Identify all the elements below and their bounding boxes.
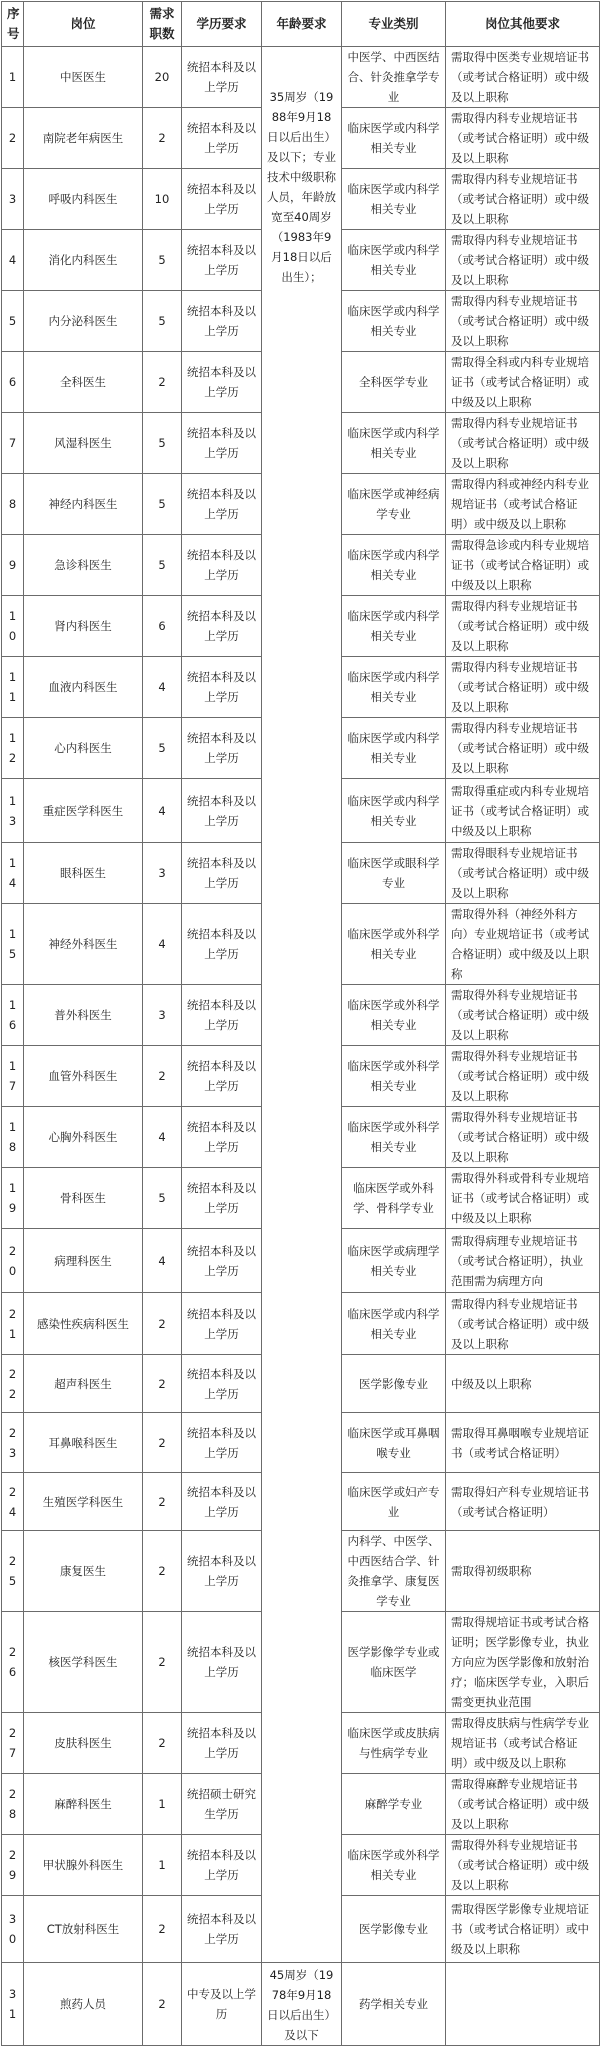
cell-num: 2: [143, 1355, 182, 1413]
cell-edu: 统招本科及以上学历: [182, 1531, 262, 1612]
table-row: [2, 1963, 600, 2046]
cell-num: 2: [143, 1293, 182, 1355]
cell-edu: 统招本科及以上学历: [182, 843, 262, 904]
cell-num: 6: [143, 596, 182, 657]
cell-post: 重症医学科医生: [24, 779, 143, 843]
cell-other: 需取得妇产科专业规培证书（或考试合格证明）: [446, 1473, 600, 1531]
cell-major: 临床医学或外科学、骨科学专业: [342, 1168, 446, 1229]
cell-no: 29: [2, 1835, 24, 1896]
cell-no: 8: [2, 474, 24, 535]
cell-num: 1: [143, 1774, 182, 1835]
cell-edu: 统招本科及以上学历: [182, 291, 262, 352]
cell-no: 22: [2, 1355, 24, 1413]
cell-num: 5: [143, 1168, 182, 1229]
cell-num: 5: [143, 413, 182, 474]
cell-other: 需取得初级职称: [446, 1531, 600, 1612]
cell-post: 呼吸内科医生: [24, 169, 143, 230]
cell-no: 10: [2, 596, 24, 657]
cell-major: 临床医学或外科学相关专业: [342, 1835, 446, 1896]
cell-major: 临床医学或内科学相关专业: [342, 596, 446, 657]
cell-no: 28: [2, 1774, 24, 1835]
cell-edu: 统招本科及以上学历: [182, 657, 262, 718]
cell-num: 2: [143, 1963, 182, 2046]
cell-num: 4: [143, 779, 182, 843]
cell-other: 需取得病理专业规培证书（或考试合格证明），执业范围需为病理方向: [446, 1229, 600, 1293]
cell-num: 2: [143, 1612, 182, 1713]
cell-major: 临床医学或内科学相关专业: [342, 779, 446, 843]
cell-post: 中医医生: [24, 47, 143, 108]
header-major: 专业类别: [342, 2, 446, 47]
cell-major: 中医学、中西医结合、针灸推拿学专业: [342, 47, 446, 108]
cell-num: 3: [143, 843, 182, 904]
cell-edu: 统招本科及以上学历: [182, 1896, 262, 1963]
cell-no: 26: [2, 1612, 24, 1713]
header-row: [2, 2, 600, 47]
cell-no: 18: [2, 1107, 24, 1168]
cell-edu: 统招本科及以上学历: [182, 474, 262, 535]
cell-num: 2: [143, 1046, 182, 1107]
cell-post: 煎药人员: [24, 1963, 143, 2046]
cell-edu: 统招本科及以上学历: [182, 1293, 262, 1355]
cell-edu: 统招本科及以上学历: [182, 1229, 262, 1293]
cell-other: 需取得医学影像专业规培证书（或考试合格证明）或中级及以上职称: [446, 1896, 600, 1963]
cell-no: 25: [2, 1531, 24, 1612]
cell-major: 临床医学或内科学相关专业: [342, 718, 446, 779]
cell-other: 需取得内科专业规培证书（或考试合格证明）或中级及以上职称: [446, 657, 600, 718]
cell-edu: 统招本科及以上学历: [182, 718, 262, 779]
cell-post: 皮肤科医生: [24, 1713, 143, 1774]
cell-post: 神经外科医生: [24, 904, 143, 985]
cell-other: 需取得内科专业规培证书（或考试合格证明）或中级及以上职称: [446, 718, 600, 779]
header-other: 岗位其他要求: [446, 2, 600, 47]
cell-num: 2: [143, 1713, 182, 1774]
cell-edu: 统招本科及以上学历: [182, 904, 262, 985]
cell-post: 南院老年病医生: [24, 108, 143, 169]
cell-post: 心胸外科医生: [24, 1107, 143, 1168]
cell-post: 内分泌科医生: [24, 291, 143, 352]
cell-post: 眼科医生: [24, 843, 143, 904]
cell-no: 4: [2, 230, 24, 291]
cell-num: 5: [143, 474, 182, 535]
cell-post: 急诊科医生: [24, 535, 143, 596]
cell-num: 2: [143, 1531, 182, 1612]
cell-major: 麻醉学专业: [342, 1774, 446, 1835]
cell-other: 需取得皮肤病与性病学专业规培证书（或考试合格证明）或中级及以上职称: [446, 1713, 600, 1774]
cell-major: 临床医学或神经病学专业: [342, 474, 446, 535]
cell-edu: 统招本科及以上学历: [182, 1107, 262, 1168]
cell-major: 临床医学或内科学相关专业: [342, 657, 446, 718]
cell-post: 血管外科医生: [24, 1046, 143, 1107]
cell-post: 普外科医生: [24, 985, 143, 1046]
cell-edu: 统招本科及以上学历: [182, 47, 262, 108]
cell-other: 需取得急诊或内科专业规培证书（或考试合格证明）或中级及以上职称: [446, 535, 600, 596]
cell-major: 药学相关专业: [342, 1963, 446, 2046]
cell-no: 1: [2, 47, 24, 108]
cell-other: 需取得耳鼻咽喉专业规培证书（或考试合格证明）: [446, 1413, 600, 1473]
cell-num: 2: [143, 1896, 182, 1963]
cell-num: 3: [143, 985, 182, 1046]
cell-no: 15: [2, 904, 24, 985]
cell-other: 需取得眼科专业规培证书（或考试合格证明）或中级及以上职称: [446, 843, 600, 904]
cell-other: 需取得重症或内科专业规培证书（或考试合格证明）或中级及以上职称: [446, 779, 600, 843]
cell-edu: 统招本科及以上学历: [182, 1413, 262, 1473]
cell-edu: 中专及以上学历: [182, 1963, 262, 2046]
cell-other: 需取得外科专业规培证书（或考试合格证明）或中级及以上职称: [446, 985, 600, 1046]
cell-num: 5: [143, 291, 182, 352]
cell-no: 27: [2, 1713, 24, 1774]
cell-edu: 统招本科及以上学历: [182, 1168, 262, 1229]
cell-post: 心内科医生: [24, 718, 143, 779]
cell-edu: 统招本科及以上学历: [182, 535, 262, 596]
cell-age-group-1: 35周岁（1988年9月18日以后出生）及以下；专业技术中级职称人员，年龄放宽至40周岁（1983年9月18日以后出生）；: [262, 47, 342, 1963]
cell-major: 医学影像专业: [342, 1896, 446, 1963]
cell-post: 生殖医学科医生: [24, 1473, 143, 1531]
cell-other: 需取得全科或内科专业规培证书（或考试合格证明）或中级及以上职称: [446, 352, 600, 413]
cell-no: 11: [2, 657, 24, 718]
cell-num: 2: [143, 1473, 182, 1531]
cell-other: 需取得内科专业规培证书（或考试合格证明）或中级及以上职称: [446, 1293, 600, 1355]
cell-post: 骨科医生: [24, 1168, 143, 1229]
cell-no: 9: [2, 535, 24, 596]
cell-other: 需取得中医类专业规培证书（或考试合格证明）或中级及以上职称: [446, 47, 600, 108]
cell-num: 10: [143, 169, 182, 230]
cell-num: 4: [143, 657, 182, 718]
cell-other: 需取得外科专业规培证书（或考试合格证明）或中级及以上职称: [446, 1046, 600, 1107]
cell-post: 肾内科医生: [24, 596, 143, 657]
cell-major: 临床医学或耳鼻咽喉专业: [342, 1413, 446, 1473]
cell-major: 临床医学或外科学相关专业: [342, 1107, 446, 1168]
cell-num: 1: [143, 1835, 182, 1896]
cell-age-group-2: 45周岁（1978年9月18日以后出生）及以下: [262, 1963, 342, 2046]
cell-edu: 统招本科及以上学历: [182, 596, 262, 657]
cell-edu: 统招本科及以上学历: [182, 230, 262, 291]
cell-no: 19: [2, 1168, 24, 1229]
cell-no: 5: [2, 291, 24, 352]
cell-post: 超声科医生: [24, 1355, 143, 1413]
cell-major: 医学影像专业: [342, 1355, 446, 1413]
cell-other: 需取得内科专业规培证书（或考试合格证明）或中级及以上职称: [446, 169, 600, 230]
cell-major: 内科学、中医学、中西医结合学、针灸推拿学、康复医学专业: [342, 1531, 446, 1612]
cell-no: 31: [2, 1963, 24, 2046]
cell-no: 14: [2, 843, 24, 904]
cell-num: 2: [143, 108, 182, 169]
cell-no: 16: [2, 985, 24, 1046]
cell-post: 感染性疾病科医生: [24, 1293, 143, 1355]
cell-post: 核医学科医生: [24, 1612, 143, 1713]
cell-no: 13: [2, 779, 24, 843]
cell-other: 需取得内科专业规培证书（或考试合格证明）或中级及以上职称: [446, 230, 600, 291]
cell-major: 临床医学或内科学相关专业: [342, 535, 446, 596]
cell-other: 需取得外科专业规培证书（或考试合格证明）或中级及以上职称: [446, 1107, 600, 1168]
cell-post: 耳鼻喉科医生: [24, 1413, 143, 1473]
cell-edu: 统招本科及以上学历: [182, 985, 262, 1046]
cell-num: 4: [143, 1107, 182, 1168]
cell-other: 中级及以上职称: [446, 1355, 600, 1413]
cell-num: 2: [143, 1413, 182, 1473]
cell-major: 临床医学或病理学相关专业: [342, 1229, 446, 1293]
cell-num: 20: [143, 47, 182, 108]
cell-edu: 统招本科及以上学历: [182, 1355, 262, 1413]
cell-edu: 统招本科及以上学历: [182, 108, 262, 169]
cell-major: 临床医学或内科学相关专业: [342, 169, 446, 230]
cell-post: 麻醉科医生: [24, 1774, 143, 1835]
cell-no: 20: [2, 1229, 24, 1293]
cell-post: 神经内科医生: [24, 474, 143, 535]
header-num: 需求职数: [143, 2, 182, 47]
cell-major: 临床医学或外科学相关专业: [342, 985, 446, 1046]
cell-no: 6: [2, 352, 24, 413]
cell-edu: 统招本科及以上学历: [182, 1046, 262, 1107]
cell-no: 7: [2, 413, 24, 474]
cell-num: 5: [143, 230, 182, 291]
cell-major: 临床医学或内科学相关专业: [342, 413, 446, 474]
cell-no: 21: [2, 1293, 24, 1355]
header-no: 序号: [2, 2, 24, 47]
recruitment-table: [1, 1, 600, 2046]
cell-other: 需取得规培证书或考试合格证明；医学影像专业，执业方向应为医学影像和放射治疗；临床医学专业，入职后需变更执业范围: [446, 1612, 600, 1713]
cell-other: 需取得外科专业规培证书（或考试合格证明）或中级及以上职称: [446, 1835, 600, 1896]
cell-no: 2: [2, 108, 24, 169]
cell-no: 30: [2, 1896, 24, 1963]
cell-no: 17: [2, 1046, 24, 1107]
cell-major: 医学影像学专业或临床医学: [342, 1612, 446, 1713]
cell-num: 2: [143, 352, 182, 413]
cell-other: 需取得外科（神经外科方向）专业规培证书（或考试合格证明）或中级及以上职称: [446, 904, 600, 985]
cell-major: 临床医学或内科学相关专业: [342, 291, 446, 352]
cell-major: 临床医学或眼科学专业: [342, 843, 446, 904]
table-row: [2, 47, 600, 108]
cell-major: 临床医学或皮肤病与性病学专业: [342, 1713, 446, 1774]
cell-post: 血液内科医生: [24, 657, 143, 718]
cell-edu: 统招本科及以上学历: [182, 1713, 262, 1774]
cell-edu: 统招本科及以上学历: [182, 1473, 262, 1531]
cell-other: 需取得外科或骨科专业规培证书（或考试合格证明）或中级及以上职称: [446, 1168, 600, 1229]
cell-no: 3: [2, 169, 24, 230]
cell-other: 需取得麻醉专业规培证书（或考试合格证明）或中级及以上职称: [446, 1774, 600, 1835]
header-edu: 学历要求: [182, 2, 262, 47]
cell-edu: 统招本科及以上学历: [182, 1612, 262, 1713]
header-age: 年龄要求: [262, 2, 342, 47]
cell-edu: 统招本科及以上学历: [182, 169, 262, 230]
cell-post: 风湿科医生: [24, 413, 143, 474]
cell-major: 临床医学或外科学相关专业: [342, 904, 446, 985]
cell-edu: 统招硕士研究生学历: [182, 1774, 262, 1835]
cell-num: 4: [143, 904, 182, 985]
cell-major: 临床医学或内科学相关专业: [342, 230, 446, 291]
cell-other: 需取得内科专业规培证书（或考试合格证明）或中级及以上职称: [446, 413, 600, 474]
cell-major: 临床医学或内科学相关专业: [342, 108, 446, 169]
cell-other: 需取得内科或神经内科专业规培证书（或考试合格证明）或中级及以上职称: [446, 474, 600, 535]
cell-edu: 统招本科及以上学历: [182, 1835, 262, 1896]
cell-no: 24: [2, 1473, 24, 1531]
cell-major: 全科医学专业: [342, 352, 446, 413]
header-post: 岗位: [24, 2, 143, 47]
cell-post: CT放射科医生: [24, 1896, 143, 1963]
cell-num: 5: [143, 535, 182, 596]
cell-no: 12: [2, 718, 24, 779]
cell-other: 需取得内科专业规培证书（或考试合格证明）或中级及以上职称: [446, 108, 600, 169]
cell-edu: 统招本科及以上学历: [182, 779, 262, 843]
cell-post: 病理科医生: [24, 1229, 143, 1293]
cell-post: 全科医生: [24, 352, 143, 413]
cell-other: 需取得内科专业规培证书（或考试合格证明）或中级及以上职称: [446, 596, 600, 657]
cell-post: 消化内科医生: [24, 230, 143, 291]
cell-num: 5: [143, 718, 182, 779]
cell-major: 临床医学或妇产专业: [342, 1473, 446, 1531]
cell-other: [446, 1963, 600, 2046]
cell-major: 临床医学或外科学相关专业: [342, 1046, 446, 1107]
cell-post: 康复医生: [24, 1531, 143, 1612]
cell-edu: 统招本科及以上学历: [182, 413, 262, 474]
cell-other: 需取得内科专业规培证书（或考试合格证明）或中级及以上职称: [446, 291, 600, 352]
cell-edu: 统招本科及以上学历: [182, 352, 262, 413]
cell-post: 甲状腺外科医生: [24, 1835, 143, 1896]
cell-no: 23: [2, 1413, 24, 1473]
cell-major: 临床医学或内科学相关专业: [342, 1293, 446, 1355]
cell-num: 4: [143, 1229, 182, 1293]
